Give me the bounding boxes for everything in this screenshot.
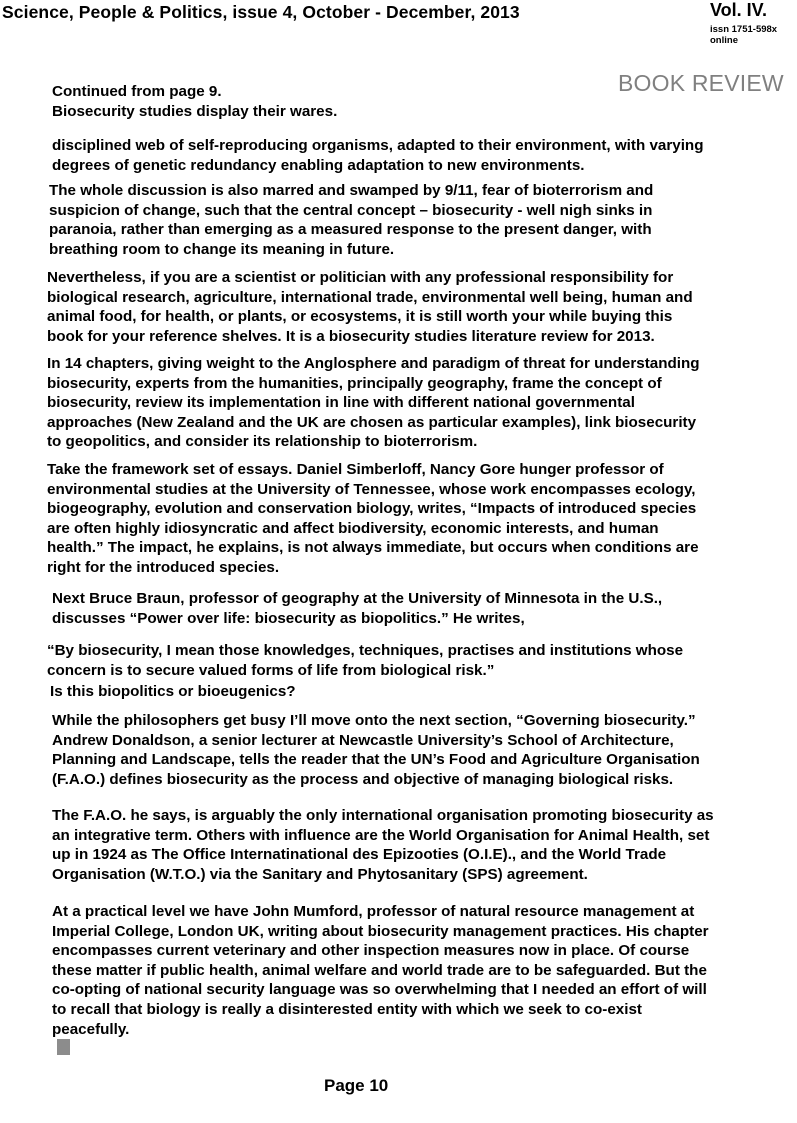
paragraph-7: [52, 711, 700, 789]
paragraph-line: health.” The impact, he explains, is not always immediate, but occurs when conditions are: [47, 539, 699, 557]
paragraph-line: The whole discussion is also marred and swamped by 9/11, fear of bioterrorism and: [49, 182, 654, 199]
paragraph-line: (F.A.O.) defines biosecurity as the process and objective of managing biological risks.: [52, 770, 674, 788]
paragraph-5: [47, 460, 699, 578]
quote-paragraph: [47, 641, 683, 680]
paragraph-line: right for the introduced species.: [47, 558, 280, 576]
paragraph-line: Planning and Landscape, tells the reader that the UN’s Food and Agriculture Organisation: [52, 751, 700, 769]
online-label: online: [710, 35, 738, 46]
paragraph-line: these matter if public health, animal welfare and world trade are to be safeguarded. But the: [52, 961, 707, 979]
paragraph-4: [47, 354, 700, 452]
journal-header: Science, People & Politics, issue 4, October - December, 2013: [2, 2, 520, 22]
question-line: [50, 682, 296, 702]
section-label: BOOK REVIEW: [618, 70, 784, 96]
paragraph-line: “By biosecurity, I mean those knowledges, techniques, practises and institutions whose: [47, 642, 684, 659]
paragraph-1: [52, 136, 703, 175]
paragraph-line: biological research, agriculture, international trade, environmental well being, human and: [47, 288, 693, 306]
issn-number: issn 1751-598x: [710, 24, 778, 35]
paragraph-line: discusses “Power over life: biosecurity as biopolitics.” He writes,: [52, 609, 525, 627]
paragraph-9: [52, 902, 709, 1055]
paragraph-line: suspicion of change, such that the central concept – biosecurity - well nigh sinks in: [49, 201, 653, 219]
paragraph-8: [52, 806, 714, 884]
article-subtitle: Biosecurity studies display their wares.: [52, 102, 338, 120]
continued-note: Continued from page 9.: [52, 83, 222, 100]
paragraph-2: [49, 181, 653, 259]
paragraph-line: paranoia, rather than emerging as a measured response to the present danger, with: [49, 221, 652, 239]
paragraph-line: At a practical level we have John Mumford, professor of natural resource management at: [52, 903, 695, 920]
paragraph-line: encompasses current veterinary and other inspection measures now in place. Of course: [52, 942, 690, 960]
paragraph-line: degrees of genetic redundancy enabling adaptation to new environments.: [52, 156, 585, 174]
paragraph-line: Is this biopolitics or bioeugenics?: [50, 683, 296, 700]
paragraph-line: co-opting of national security language was so overwhelming that I needed an effort of will: [52, 981, 707, 999]
paragraph-line: In 14 chapters, giving weight to the Anglosphere and paradigm of threat for understanding: [47, 355, 700, 372]
paragraph-line: Take the framework set of essays. Daniel Simberloff, Nancy Gore hunger professor of: [47, 461, 664, 478]
last-line: [52, 1020, 709, 1056]
paragraph-line: are often highly idiosyncratic and affect biodiversity, economic interests, and human: [47, 519, 659, 537]
paragraph-line: up in 1924 as The Office Internatinational des Epizooties (O.I.E)., and the World Trade: [52, 846, 667, 864]
paragraph-3: [47, 268, 693, 346]
paragraph-line: Organisation (W.T.O.) via the Sanitary and Phytosanitary (SPS) agreement.: [52, 865, 588, 883]
paragraph-line: The F.A.O. he says, is arguably the only international organisation promoting biosecurity as: [52, 807, 714, 824]
paragraph-line: Imperial College, London UK, writing about biosecurity management practices. His chapter: [52, 922, 709, 940]
paragraph-line: book for your reference shelves. It is a biosecurity studies literature review for 2013.: [47, 327, 655, 345]
page-number: Page 10: [324, 1076, 389, 1095]
paragraph-line: to geopolitics, and consider its relationship to bioterrorism.: [47, 433, 478, 451]
intro-block: [52, 82, 337, 121]
paragraph-line: Next Bruce Braun, professor of geography at the University of Minnesota in the U.S.,: [52, 590, 663, 607]
end-of-article-mark: [57, 1039, 70, 1055]
paragraph-line: animal food, for health, or plants, or ecosystems, it is still worth your while buying this: [47, 308, 673, 326]
paragraph-line: concern is to secure valued forms of life from biological risk.”: [47, 661, 495, 679]
paragraph-line: biosecurity, review its implementation in line with different national governmental: [47, 394, 635, 412]
paragraph-line: peacefully.: [52, 1020, 130, 1038]
paragraph-line: disciplined web of self-reproducing organisms, adapted to their environment, with varying: [52, 137, 704, 154]
paragraph-line: biogeography, evolution and conservation biology, writes, “Impacts of introduced species: [47, 500, 697, 518]
paragraph-line: Andrew Donaldson, a senior lecturer at Newcastle University’s School of Architecture,: [52, 731, 674, 749]
paragraph-line: environmental studies at the University of Tennessee, whose work encompasses ecology,: [47, 480, 696, 498]
paragraph-line: Nevertheless, if you are a scientist or politician with any professional responsibility for: [47, 269, 674, 286]
paragraph-line: to recall that biology is really a disinterested entity with which we seek to co-exist: [52, 1000, 642, 1018]
paragraph-line: breathing room to change its meaning in future.: [49, 240, 395, 258]
paragraph-line: approaches (New Zealand and the UK are chosen as particular examples), link biosecurity: [47, 413, 697, 431]
paragraph-6: [52, 589, 662, 628]
paragraph-line: biosecurity, experts from the humanities, principally geography, frame the concept of: [47, 374, 662, 392]
paragraph-line: While the philosophers get busy I’ll move onto the next section, “Governing biosecurity.”: [52, 712, 696, 729]
paragraph-line: an integrative term. Others with influence are the World Organisation for Animal Health, set: [52, 826, 710, 844]
issn-block: [710, 24, 777, 46]
volume-label: Vol. IV.: [710, 0, 768, 20]
